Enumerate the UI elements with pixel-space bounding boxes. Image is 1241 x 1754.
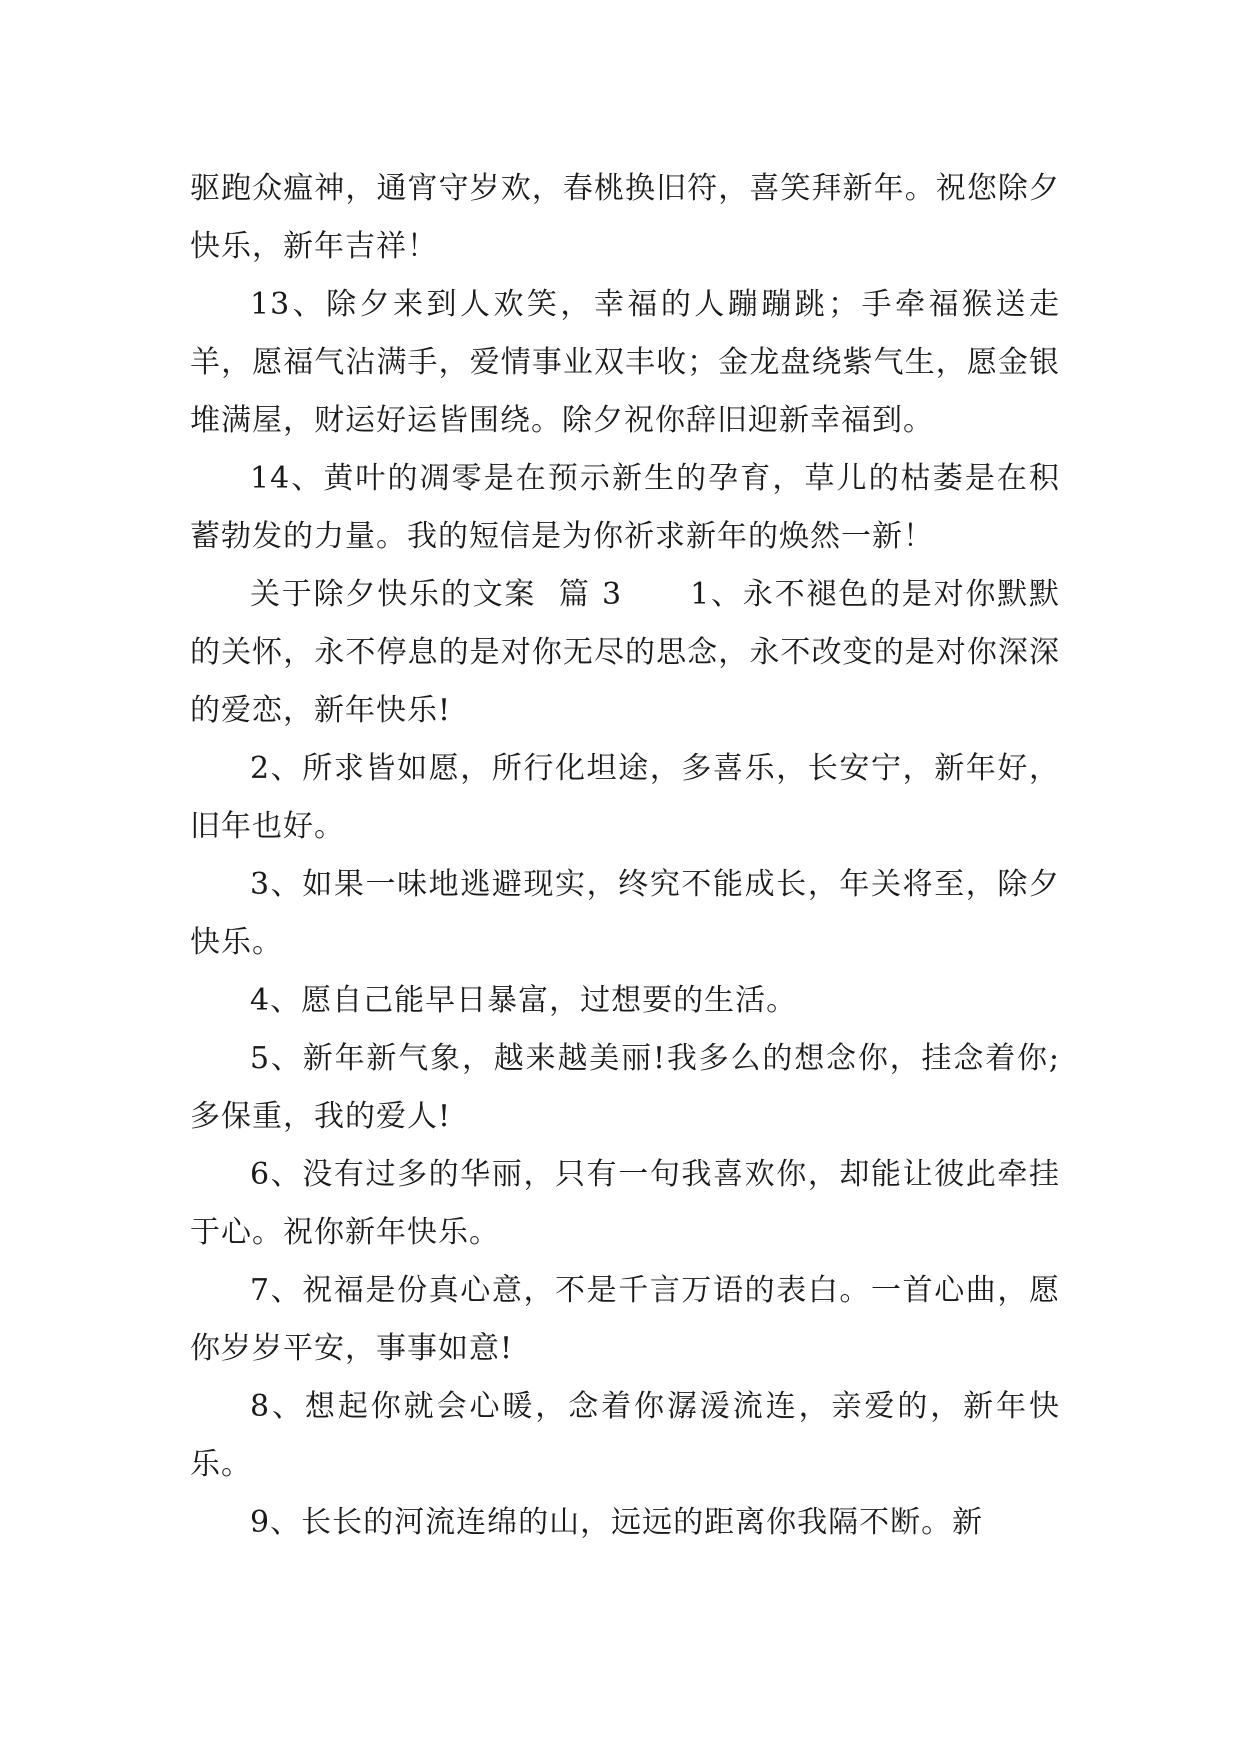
paragraph: 5、新年新气象，越来越美丽!我多么的想念你，挂念着你;多保重，我的爱人! <box>190 1041 1060 1134</box>
paragraph: 13、除夕来到人欢笑，幸福的人蹦蹦跳；手牵福猴送走羊，愿福气沾满手，爱情事业双丰收；金龙盘绕紫气生，愿金银堆满屋，财运好运皆围绕。除夕祝你辞旧迎新幸福到。 <box>190 287 1060 438</box>
paragraph: 9、长长的河流连绵的山，远远的距离你我隔不断。新 <box>250 1505 984 1540</box>
paragraph: 4、愿自己能早日暴富，过想要的生活。 <box>250 983 798 1018</box>
paragraph: 关于除夕快乐的文案 篇 3 1、永不褪色的是对你默默的关怀，永不停息的是对你无尽的思念，永不改变的是对你深深的爱恋，新年快乐! <box>190 577 1060 728</box>
paragraph: 14、黄叶的凋零是在预示新生的孕育，草儿的枯萎是在积蓄勃发的力量。我的短信是为你祈求新年的焕然一新！ <box>190 461 1060 554</box>
paragraph: 8、想起你就会心暖，念着你潺湲流连，亲爱的，新年快乐。 <box>190 1389 1060 1482</box>
paragraph: 6、没有过多的华丽，只有一句我喜欢你，却能让彼此牵挂于心。祝你新年快乐。 <box>190 1157 1060 1250</box>
paragraph: 7、祝福是份真心意，不是千言万语的表白。一首心曲，愿你岁岁平安，事事如意! <box>190 1273 1060 1366</box>
document-body <box>190 160 1060 1552</box>
paragraph: 3、如果一味地逃避现实，终究不能成长，年关将至，除夕快乐。 <box>190 867 1060 960</box>
paragraph: 驱跑众瘟神，通宵守岁欢，春桃换旧符，喜笑拜新年。祝您除夕快乐，新年吉祥！ <box>190 171 1060 264</box>
paragraph: 2、所求皆如愿，所行化坦途，多喜乐，长安宁，新年好，旧年也好。 <box>190 751 1060 844</box>
